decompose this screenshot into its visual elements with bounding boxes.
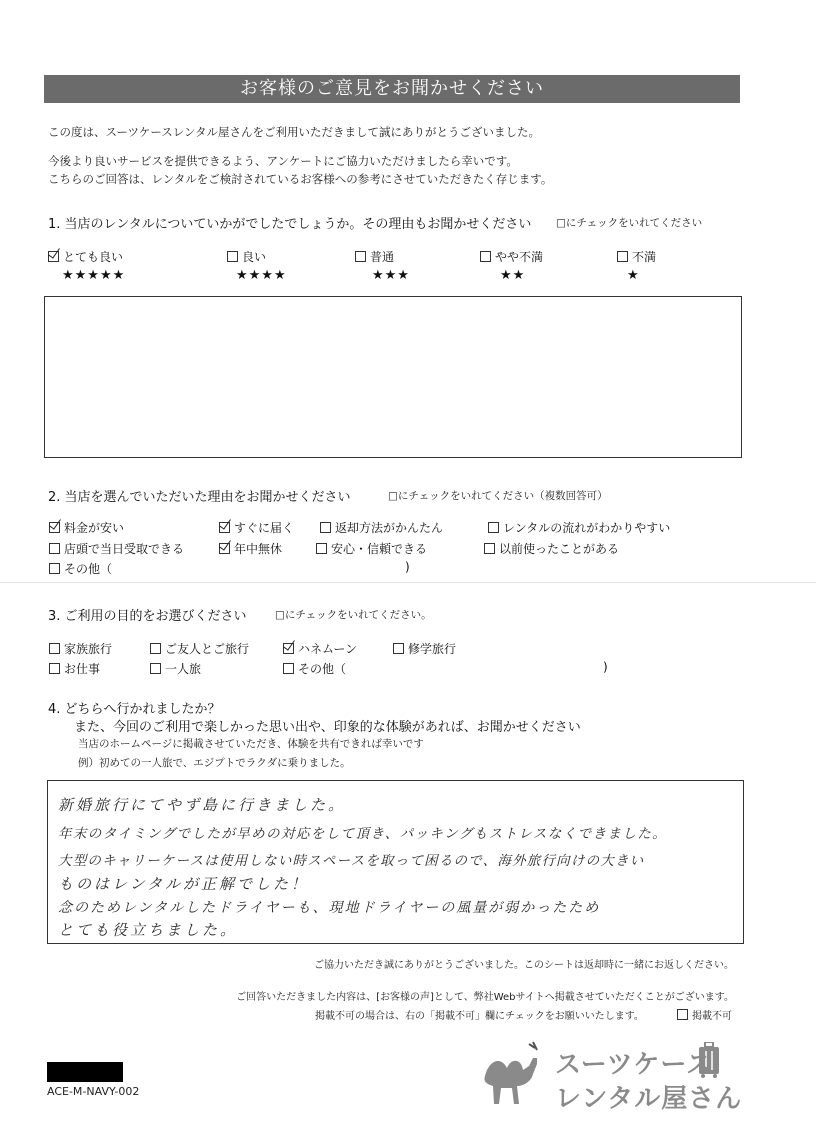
- option-label: 修学旅行: [408, 642, 457, 656]
- option-label: 良い: [242, 250, 267, 264]
- checkbox-icon[interactable]: [484, 543, 495, 554]
- q1-reason-textarea[interactable]: [44, 296, 742, 458]
- form-code: ACE-M-NAVY-002: [47, 1085, 140, 1098]
- intro-line-1: この度は、スーツケースレンタル屋さんをご利用いただきまして誠にありがとうございました。: [48, 125, 541, 139]
- option-label: その他（: [298, 662, 347, 676]
- q2-option-same-day-pickup[interactable]: [49, 540, 184, 557]
- option-label: 以前使ったことがある: [499, 542, 620, 556]
- footer-publish-notice: ご回答いただきました内容は、[お客様の声]として、弊社Webサイトへ掲載させていただくことがございます。: [236, 992, 734, 1003]
- checkbox-checked-icon[interactable]: [49, 522, 60, 533]
- handwritten-answer-line-5: 念のためレンタルしたドライヤーも、現地ドライヤーの風量が弱かったため: [58, 900, 601, 916]
- option-label: 一人旅: [165, 662, 202, 676]
- q3-other-close-paren: ): [603, 660, 608, 674]
- option-label: 返却方法がかんたん: [335, 521, 444, 535]
- option-label: やや不満: [495, 250, 544, 264]
- q2-other-close-paren: ): [405, 560, 410, 574]
- checkbox-icon[interactable]: [150, 663, 161, 674]
- checkbox-icon[interactable]: [617, 251, 628, 262]
- q2-option-fast-delivery[interactable]: [219, 519, 294, 536]
- checkbox-icon[interactable]: [677, 1009, 688, 1020]
- question-4-title: 4. どちらへ行かれましたか？: [48, 702, 221, 717]
- option-label: 店頭で当日受取できる: [64, 542, 185, 556]
- q3-option-business[interactable]: [49, 660, 100, 677]
- q3-option-solo-trip[interactable]: [150, 660, 201, 677]
- q2-option-used-before[interactable]: [484, 540, 619, 557]
- q2-option-clear-process[interactable]: [488, 519, 670, 536]
- q1-option-good[interactable]: [227, 248, 266, 265]
- checkbox-checked-icon[interactable]: [219, 543, 230, 554]
- checkbox-icon[interactable]: [355, 251, 366, 262]
- camel-logo-icon: [477, 1038, 547, 1110]
- option-label: 料金が安い: [64, 521, 125, 535]
- question-4-subtitle: また、今回のご利用で楽しかった思い出や、印象的な体験があれば、お聞かせください: [74, 720, 581, 735]
- q2-option-other[interactable]: [49, 560, 112, 577]
- rating-stars-1: ★: [627, 268, 640, 283]
- option-label: 安心・信頼できる: [331, 542, 428, 556]
- option-label: お仕事: [64, 662, 101, 676]
- q3-option-family-trip[interactable]: [49, 640, 112, 657]
- option-label: その他（: [64, 562, 113, 576]
- checkbox-icon[interactable]: [49, 643, 60, 654]
- rating-stars-2: ★★: [500, 268, 526, 283]
- question-4-example: 例）初めての一人旅で、エジプトでラクダに乗りました。: [78, 757, 351, 769]
- intro-line-3: こちらのご回答は、レンタルをご検討されているお客様への参考にさせていただきたく存じます。: [48, 172, 553, 186]
- q3-option-honeymoon[interactable]: [283, 640, 357, 657]
- handwritten-answer-line-4: ものはレンタルが正解でした！: [58, 875, 310, 893]
- handwritten-answer-line-3: 大型のキャリーケースは使用しない時スペースを取って困るので、海外旅行向けの大きい: [58, 853, 645, 869]
- option-label: 家族旅行: [64, 642, 113, 656]
- option-label: 掲載不可: [692, 1011, 732, 1022]
- survey-header: お客様のご意見をお聞かせください: [44, 75, 740, 103]
- question-2-note: □にチェックをいれてください（複数回答可）: [388, 490, 608, 502]
- q3-option-school-trip[interactable]: [393, 640, 456, 657]
- question-1-title: 1. 当店のレンタルについていかがでしたでしょうか。その理由もお聞かせください: [48, 217, 532, 232]
- option-label: レンタルの流れがわかりやすい: [503, 521, 671, 535]
- question-3-title: 3. ご利用の目的をお選びください: [48, 609, 247, 624]
- checkbox-icon[interactable]: [393, 643, 404, 654]
- checkbox-icon[interactable]: [49, 663, 60, 674]
- rating-stars-3: ★★★: [372, 268, 410, 283]
- footer-publish-optout: 掲載不可の場合は、右の「掲載不可」欄にチェックをお願いいたします。: [315, 1011, 644, 1022]
- checkbox-icon[interactable]: [49, 563, 60, 574]
- option-label: ハネムーン: [298, 642, 358, 656]
- checkbox-icon[interactable]: [227, 251, 238, 262]
- handwritten-answer-line-6: とても役立ちました。: [58, 921, 239, 939]
- option-label: 年中無休: [234, 542, 283, 556]
- q1-option-somewhat-unsatisfied[interactable]: [480, 248, 543, 265]
- rating-stars-5: ★★★★★: [62, 268, 126, 283]
- checkbox-checked-icon[interactable]: [219, 522, 230, 533]
- checkbox-icon[interactable]: [49, 543, 60, 554]
- option-label: とても良い: [63, 250, 124, 264]
- checkbox-icon[interactable]: [283, 663, 294, 674]
- footer-thanks: ご協力いただき誠にありがとうございました。このシートは返却時に一緒にお返しください。: [314, 960, 734, 971]
- q2-option-easy-return[interactable]: [320, 519, 443, 536]
- logo-text-line-1: スーツケース: [555, 1050, 714, 1080]
- intro-line-2: 今後より良いサービスを提供できるよう、アンケートにご協力いただけましたら幸いです。: [48, 154, 518, 168]
- question-3-note: □にチェックをいれてください。: [275, 609, 432, 621]
- checkbox-icon[interactable]: [150, 643, 161, 654]
- option-label: ご友人とご旅行: [165, 642, 250, 656]
- q1-option-average[interactable]: [355, 248, 394, 265]
- question-1-note: □にチェックをいれてください: [556, 217, 703, 229]
- handwritten-answer-line-1: 新婚旅行にてやず島に行きました。: [58, 796, 347, 814]
- handwritten-answer-line-2: 年末のタイミングでしたが早めの対応をして頂き、パッキングもストレスなくできました。: [58, 826, 668, 842]
- q2-option-cheap-price[interactable]: [49, 519, 124, 536]
- checkbox-icon[interactable]: [488, 522, 499, 533]
- option-label: すぐに届く: [234, 521, 295, 535]
- option-label: 不満: [632, 250, 657, 264]
- q1-option-very-good[interactable]: [48, 248, 123, 265]
- fold-line: [0, 582, 816, 583]
- q2-option-trustworthy[interactable]: [316, 540, 427, 557]
- q2-option-open-all-year[interactable]: [219, 540, 282, 557]
- checkbox-checked-icon[interactable]: [283, 643, 294, 654]
- rating-stars-4: ★★★★: [236, 268, 287, 283]
- checkbox-icon[interactable]: [320, 522, 331, 533]
- no-publish-option[interactable]: [677, 1007, 732, 1022]
- option-label: 普通: [370, 250, 395, 264]
- question-2-title: 2. 当店を選んでいただいた理由をお聞かせください: [48, 490, 351, 505]
- redaction-block: [47, 1062, 123, 1082]
- q3-option-friends-trip[interactable]: [150, 640, 249, 657]
- checkbox-checked-icon[interactable]: [48, 251, 59, 262]
- checkbox-icon[interactable]: [316, 543, 327, 554]
- checkbox-icon[interactable]: [480, 251, 491, 262]
- logo-text-line-2: レンタル屋さん: [555, 1084, 743, 1114]
- q3-option-other[interactable]: [283, 660, 346, 677]
- q1-option-unsatisfied[interactable]: [617, 248, 656, 265]
- question-4-note: 当店のホームページに掲載させていただき、体験を共有できれば幸いです: [78, 738, 424, 750]
